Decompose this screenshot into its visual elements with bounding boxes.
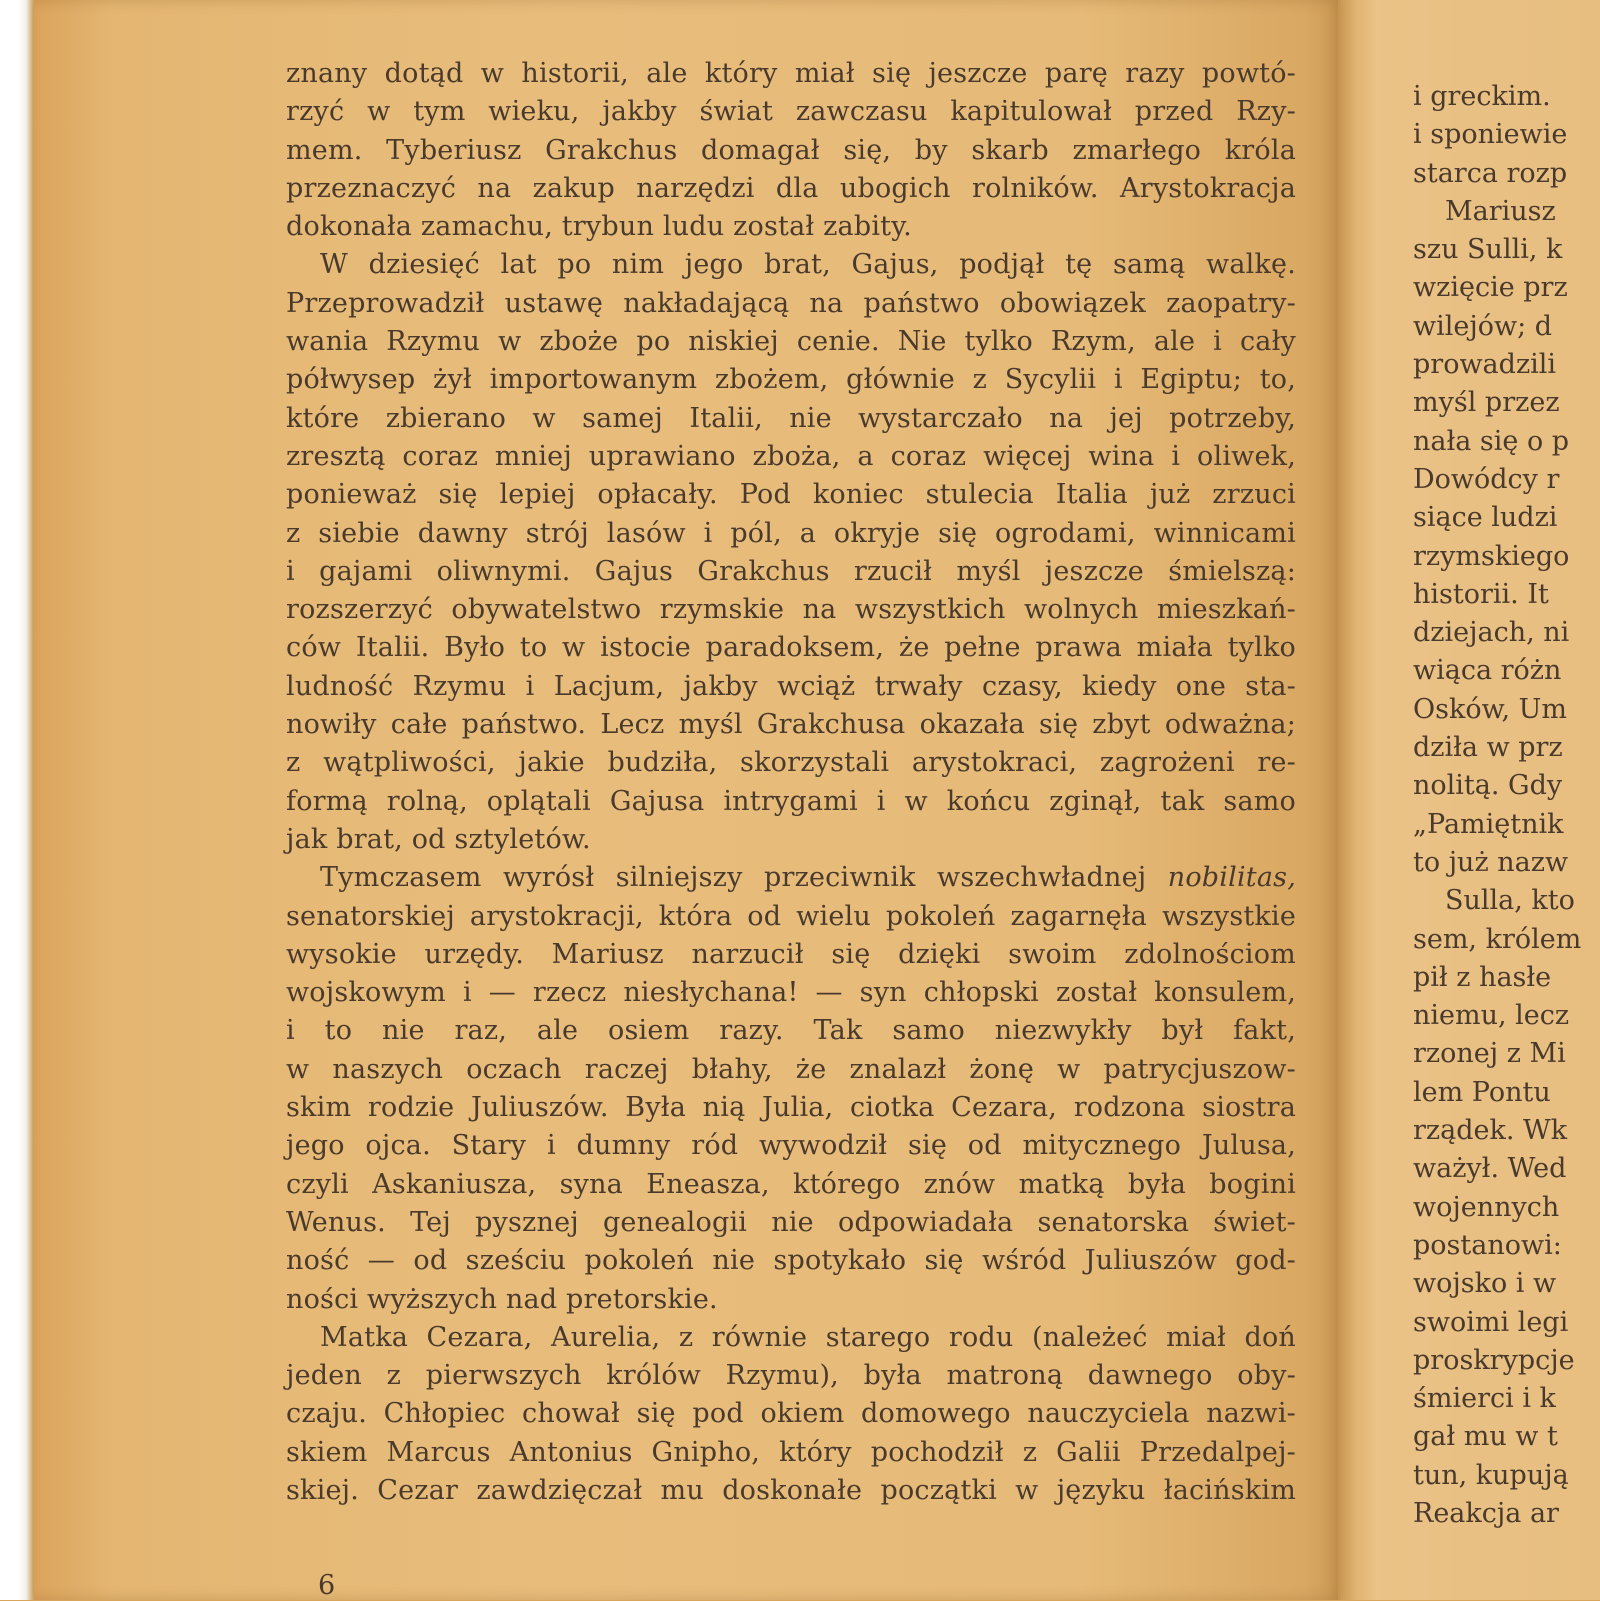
text-line: Matka Cezara, Aurelia, z równie starego rodu (należeć miał doń [320,1321,1296,1353]
text-line: szu Sulli, k [1413,234,1563,266]
text-line: gał mu w t [1413,1421,1558,1453]
text-line: wania Rzymu w zboże po niskiej cenie. Nie tylko Rzym, ale i cały [286,326,1296,358]
text-segment: Tymczasem wyrósł silniejszy przeciwnik wszechwładnej [320,862,1147,894]
text-line: pił z hasłe [1413,961,1552,993]
left-page-text [286,55,1296,1510]
text-line: Reakcja ar [1413,1497,1559,1529]
text-line: skiem Marcus Antonius Gnipho, który pochodził z Galii Przedalpej- [286,1436,1296,1468]
text-line: dziejach, ni [1413,617,1570,649]
text-line: wilejów; d [1413,310,1553,342]
text-line: ności wyższych nad pretorskie. [286,1283,718,1315]
text-line: rozszerzyć obywatelstwo rzymskie na wszystkich wolnych mieszkań- [286,594,1296,626]
text-line: nowiły całe państwo. Lecz myśl Grakchusa okazała się zbyt odważna; [286,709,1296,741]
text-line: myśl przez [1413,387,1560,419]
italic-term: nobilitas, [1167,862,1296,894]
text-line: nała się o p [1413,425,1570,457]
text-line: Przeprowadził ustawę nakładającą na państwo obowiązek zaopatry- [286,287,1296,319]
text-line: Mariusz [1445,195,1556,227]
text-line: jego ojca. Stary i dumny ród wywodził się od mitycznego Julusa, [286,1130,1296,1162]
text-line: starca rozp [1413,157,1568,189]
text-line: rzonej z Mi [1413,1038,1566,1070]
right-book-page [1378,0,1600,1600]
text-line: ważył. Wed [1413,1153,1567,1185]
text-line: rzyć w tym wieku, jakby świat zawczasu kapitulował przed Rzy- [286,96,1296,128]
text-line: historii. It [1413,578,1549,610]
text-line: postanowi: [1413,1229,1562,1261]
text-line: prowadzili [1413,349,1557,381]
text-line: ców Italii. Było to w istocie paradoksem, że pełne prawa miała tylko [286,632,1296,664]
text-line: Sulla, kto [1445,885,1575,917]
text-line: siące ludzi [1413,502,1558,534]
text-line: które zbierano w samej Italii, nie wystarczało na jej potrzeby, [286,402,1296,434]
text-line: wzięcie prz [1413,272,1568,304]
text-line: W dziesięć lat po nim jego brat, Gajus, podjął tę samą walkę. [320,249,1296,281]
text-line: tun, kupują [1413,1459,1569,1491]
text-line: senatorskiej arystokracji, która od wielu pokoleń zagarnęła wszystkie [286,900,1296,932]
text-line: wojennych [1413,1191,1560,1223]
text-line: jak brat, od sztyletów. [286,823,591,855]
text-line: ponieważ się lepiej opłacały. Pod koniec stulecia Italia już zrzuci [286,479,1296,511]
right-page-text [1413,78,1600,1533]
text-line: ność — od sześciu pokoleń nie spotykało się wśród Juliuszów god- [286,1245,1296,1277]
text-line: w naszych oczach raczej błahy, że znalazł żonę w patrycjuszow- [286,1053,1296,1085]
text-line: wiąca różn [1413,655,1562,687]
text-line [286,859,1296,897]
text-line: „Pamiętnik [1413,808,1564,840]
text-line: nolitą. Gdy [1413,770,1563,802]
text-line: wysokie urzędy. Mariusz narzucił się dzięki swoim zdolnościom [286,938,1296,970]
text-line: wojskowym i — rzecz niesłychana! — syn chłopski został konsulem, [286,977,1296,1009]
text-line: dokonała zamachu, trybun ludu został zabity. [286,211,912,243]
text-line: i gajami oliwnymi. Gajus Grakchus rzucił myśl jeszcze śmielszą: [286,555,1296,587]
text-line: jeden z pierwszych królów Rzymu), była matroną dawnego oby- [286,1360,1296,1392]
text-line: Osków, Um [1413,693,1568,725]
text-line: rzymskiego [1413,540,1570,572]
page-number: 6 [318,1570,336,1601]
text-line: swoimi legi [1413,1306,1569,1338]
text-line: lem Pontu [1413,1076,1551,1108]
text-line: proskrypcje [1413,1344,1575,1376]
text-line: czyli Askaniusza, syna Eneasza, którego znów matką była bogini [286,1168,1296,1200]
text-line: mem. Tyberiusz Grakchus domagał się, by skarb zmarłego króla [286,134,1296,166]
text-line: i to nie raz, ale osiem razy. Tak samo niezwykły był fakt, [286,1015,1296,1047]
text-line: dziła w prz [1413,732,1563,764]
text-line: Wenus. Tej pysznej genealogii nie odpowiadała senatorska świet- [286,1206,1296,1238]
text-line: ludność Rzymu i Lacjum, jakby wciąż trwały czasy, kiedy one sta- [286,670,1296,702]
text-line: przeznaczyć na zakup narzędzi dla ubogich rolników. Arystokracja [286,172,1296,204]
text-line: to już nazw [1413,846,1569,878]
text-line: z siebie dawny strój lasów i pól, a okryje się ogrodami, winnicami [286,517,1296,549]
text-line: i sponiewie [1413,119,1568,151]
text-line: śmierci i k [1413,1383,1556,1415]
text-line: i greckim. [1413,81,1551,112]
page-left-edge [0,0,34,1600]
text-line: niemu, lecz [1413,1000,1570,1032]
text-line: rządek. Wk [1413,1115,1568,1147]
text-line: znany dotąd w historii, ale który miał się jeszcze parę razy powtó- [286,58,1296,89]
text-line: wojsko i w [1413,1268,1557,1300]
text-line: zresztą coraz mniej uprawiano zboża, a coraz więcej wina i oliwek, [286,440,1296,472]
text-line: skim rodzie Juliuszów. Była nią Julia, ciotka Cezara, rodzona siostra [286,1092,1296,1124]
text-line: formą rolną, oplątali Gajusa intrygami i w końcu zginął, tak samo [286,785,1296,817]
text-line: czaju. Chłopiec chował się pod okiem domowego nauczyciela nazwi- [286,1398,1296,1430]
book-gutter [1338,0,1378,1600]
text-line: skiej. Cezar zawdzięczał mu doskonałe początki w języku łacińskim [286,1474,1296,1506]
text-line: półwysep żył importowanym zbożem, głównie z Sycylii i Egiptu; to, [286,364,1296,396]
text-line: Dowódcy r [1413,463,1560,495]
text-line: sem, królem [1413,923,1582,955]
text-line: z wątpliwości, jakie budziła, skorzystali arystokraci, zagrożeni re- [286,747,1296,779]
